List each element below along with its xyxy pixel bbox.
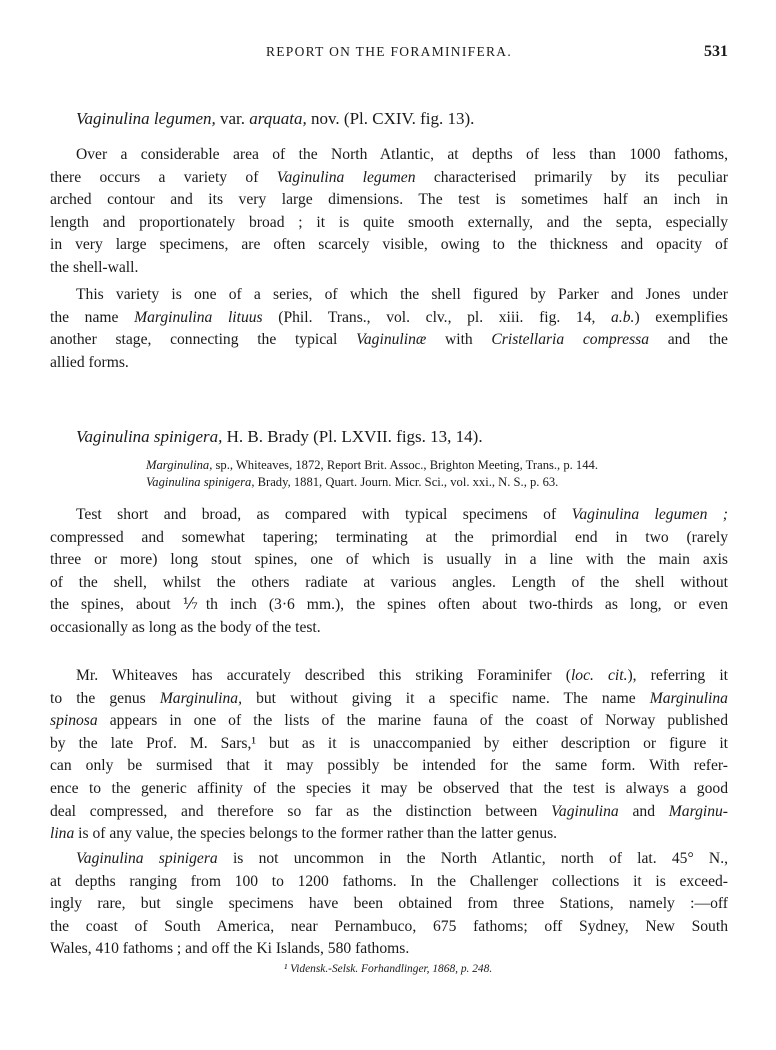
- text-line: Test short and broad, as compared with typical specimens of Vaginulina legumen ;: [76, 506, 728, 523]
- text-line: another stage, connecting the typical Vaginulinæ with Cristellaria compressa and the: [50, 331, 728, 349]
- synonymy-list: [146, 457, 598, 491]
- section-heading-vaginulina-legumen-arquata: [76, 108, 474, 130]
- text-line: Marginulina, sp., Whiteaves, 1872, Report Brit. Assoc., Brighton Meeting, Trans., p. 144.: [146, 458, 598, 472]
- text-line: by the late Prof. M. Sars,¹ but as it is unaccompanied by either description or figure it: [50, 734, 728, 752]
- heading-var: var.: [215, 109, 250, 128]
- text-line: can only be surmised that it may possibly be intended for the same form. With refer-: [50, 757, 728, 775]
- text-line: there occurs a variety of Vaginulina legumen characterised primarily by its peculiar: [50, 168, 728, 186]
- text-line: occasionally as long as the body of the test.: [50, 618, 321, 636]
- text-line: three or more) long stout spines, one of which is usually in a line with the main axis: [50, 551, 728, 569]
- text-line: of the shell, whilst the others radiate at various angles. Length of the shell without: [50, 573, 728, 591]
- text-line: the coast of South America, near Pernambuco, 675 fathoms; off Sydney, New South: [50, 917, 728, 935]
- heading-species-name: Vaginulina legumen,: [76, 109, 216, 128]
- text-line: ence to the generic affinity of the species it may be observed that the test is always a good: [50, 779, 728, 797]
- text-line: arched contour and its very large dimensions. The test is sometimes half an inch in: [50, 191, 728, 209]
- page-number: 531: [704, 43, 728, 60]
- text-line: the shell-wall.: [50, 258, 139, 276]
- heading-plate-ref: nov. (Pl. CXIV. fig. 13).: [306, 109, 475, 128]
- text-line: Wales, 410 fathoms ; and off the Ki Islands, 580 fathoms.: [50, 940, 410, 958]
- text-line: allied forms.: [50, 353, 129, 371]
- running-title: REPORT ON THE FORAMINIFERA.: [265, 44, 513, 59]
- text-line: the spines, about ⅐th inch (3·6 mm.), the spines often about two-thirds as long, or even: [50, 596, 728, 614]
- page-header: [50, 44, 728, 64]
- footnote-citation: 1868, p. 248.: [429, 963, 493, 975]
- paragraph: [50, 504, 728, 640]
- paragraph: [50, 144, 728, 280]
- text-line: length and proportionately broad ; it is quite smooth externally, and the septa, especially: [50, 213, 728, 231]
- text-line: ingly rare, but single specimens have been obtained from three Stations, namely :—off: [50, 895, 728, 913]
- heading-author-plate-ref: H. B. Brady (Pl. LXVII. figs. 13, 14).: [222, 427, 483, 446]
- text-line: spinosa appears in one of the lists of the marine fauna of the coast of Norway published: [50, 712, 728, 730]
- heading-species-name: Vaginulina spinigera,: [76, 427, 223, 446]
- text-line: to the genus Marginulina, but without giving it a specific name. The name Marginulina: [50, 689, 728, 707]
- text-line: compressed and somewhat tapering; terminating at the primordial end in two (rarely: [50, 528, 728, 546]
- text-line: lina is of any value, the species belongs to the former rather than the latter genus.: [50, 825, 558, 843]
- footnote-marker: ¹: [283, 963, 288, 975]
- paragraph: [50, 284, 728, 374]
- text-line: This variety is one of a series, of which the shell figured by Parker and Jones under: [76, 286, 728, 303]
- text-line: in very large specimens, are often scarcely visible, owing to the thickness and opacity of: [50, 236, 728, 254]
- text-line: deal compressed, and therefore so far as the distinction between Vaginulina and Marginu-: [50, 802, 728, 820]
- paragraph: [50, 848, 728, 961]
- heading-variety-name: arquata,: [249, 109, 307, 128]
- text-line: the name Marginulina lituus (Phil. Trans., vol. clv., pl. xiii. fig. 14, a.b.) exemplifies: [50, 308, 729, 326]
- text-line: Vaginulina spinigera, Brady, 1881, Quart. Journ. Micr. Sci., vol. xxi., N. S., p. 63.: [146, 475, 559, 489]
- text-line: Over a considerable area of the North Atlantic, at depths of less than 1000 fathoms,: [76, 146, 728, 163]
- paragraph: [50, 665, 728, 846]
- section-heading-vaginulina-spinigera: [76, 426, 483, 448]
- text-line: Vaginulina spinigera is not uncommon in the North Atlantic, north of lat. 45° N.,: [76, 850, 728, 867]
- footnote-journal: Vidensk.-Selsk. Forhandlinger,: [290, 963, 430, 975]
- text-line: Mr. Whiteaves has accurately described this striking Foraminifer (loc. cit.), referring it: [76, 667, 728, 684]
- footnote: [0, 963, 776, 975]
- text-line: at depths ranging from 100 to 1200 fathoms. In the Challenger collections it is exceed-: [50, 872, 728, 890]
